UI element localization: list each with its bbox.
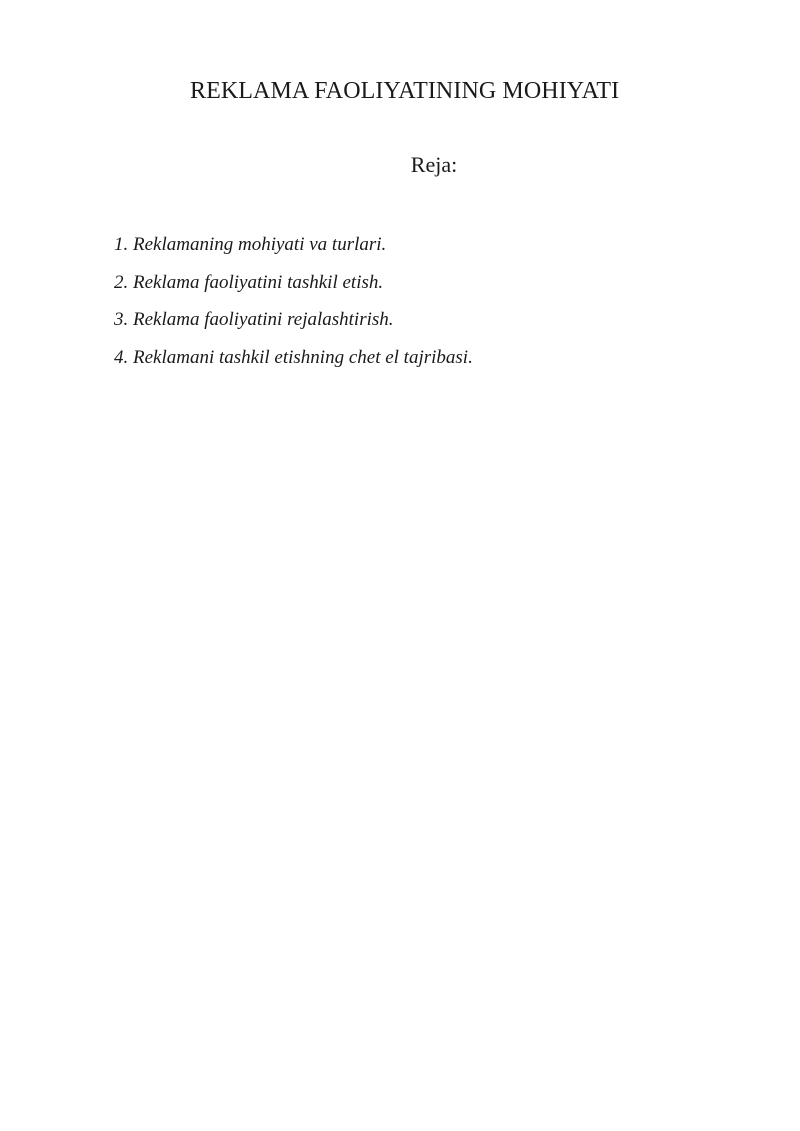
plan-list [114,226,473,376]
plan-heading: Reja: [410,152,458,177]
plan-item: 1. Reklamaning mohiyati va turlari. [114,234,387,255]
plan-item: 4. Reklamani tashkil etishning chet el tajribasi. [114,346,473,368]
document-title: REKLAMA FAOLIYATINING MOHIYATI [190,78,620,104]
plan-item: 2. Reklama faoliyatini tashkil etish. [114,271,384,293]
plan-item: 3. Reklama faoliyatini rejalashtirish. [114,309,394,330]
